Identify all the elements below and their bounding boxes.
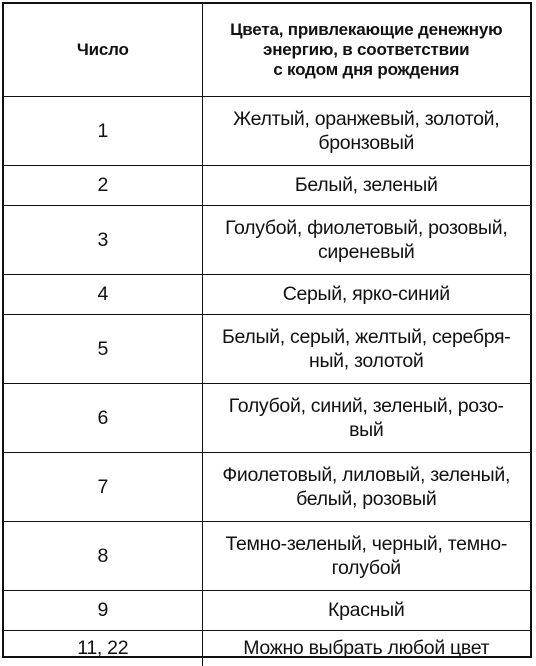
row-colors	[202, 383, 530, 452]
table-row	[4, 205, 530, 274]
row-colors-line: Темно-зеленый, черный, темно-	[225, 532, 508, 555]
row-colors	[202, 521, 530, 590]
row-number: 3	[4, 205, 202, 274]
row-number: 11, 22	[4, 630, 202, 666]
row-colors-line: Белый, зеленый	[294, 174, 438, 196]
row-colors-line: Фиолетовый, лиловый, зеленый,	[222, 463, 511, 486]
row-colors-line: вый	[349, 418, 384, 441]
row-colors	[202, 314, 530, 383]
table-row	[4, 590, 530, 630]
row-colors-line: Серый, ярко-синий	[282, 283, 450, 305]
row-colors-line: Желтый, оранжевый, золотой,	[233, 107, 500, 130]
table-row	[4, 165, 530, 205]
header-colors-line-1: Цвета, привлекающие денежную	[230, 19, 503, 39]
row-number: 2	[4, 165, 202, 205]
row-number: 9	[4, 590, 202, 630]
money-colors-table	[4, 4, 530, 666]
table-row	[4, 314, 530, 383]
header-number: Число	[4, 4, 202, 96]
row-number: 7	[4, 452, 202, 521]
table-row	[4, 630, 530, 666]
row-colors-line: Красный	[328, 599, 405, 621]
row-colors	[202, 96, 530, 165]
row-colors-line: Голубой, синий, зеленый, розо-	[228, 394, 504, 417]
row-number: 5	[4, 314, 202, 383]
row-colors-line: Можно выбрать любой цвет	[243, 637, 490, 660]
row-colors-line: голубой	[331, 556, 401, 579]
row-colors-line: Белый, серый, желтый, серебря-	[221, 325, 511, 348]
row-colors	[202, 165, 530, 205]
colors-table-frame	[2, 2, 532, 658]
row-colors-line: белый, розовый	[296, 487, 437, 510]
row-colors-line: сиреневый	[317, 240, 415, 263]
row-colors	[202, 205, 530, 274]
row-colors	[202, 274, 530, 314]
row-number: 4	[4, 274, 202, 314]
row-number: 6	[4, 383, 202, 452]
table-header-row	[4, 4, 530, 96]
header-colors	[202, 4, 530, 96]
table-row	[4, 452, 530, 521]
row-colors	[202, 590, 530, 630]
row-number: 1	[4, 96, 202, 165]
table-row	[4, 96, 530, 165]
row-number: 8	[4, 521, 202, 590]
row-colors	[202, 630, 530, 666]
row-colors-line: ный, золотой	[308, 349, 424, 372]
table-row	[4, 274, 530, 314]
header-colors-line-2: энергию, в соответствии	[263, 39, 470, 59]
row-colors-line: Голубой, фиолетовый, розовый,	[225, 216, 508, 239]
row-colors	[202, 452, 530, 521]
row-colors-line: бронзовый	[318, 131, 415, 154]
header-colors-line-3: с кодом дня рождения	[273, 59, 460, 79]
table-row	[4, 521, 530, 590]
table-row	[4, 383, 530, 452]
